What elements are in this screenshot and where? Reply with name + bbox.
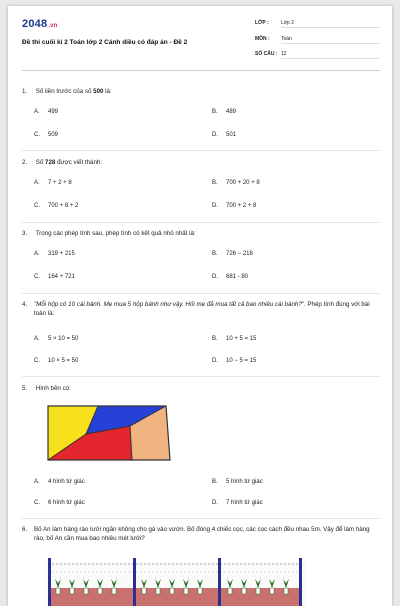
meta-label: SỐ CÂU : (255, 51, 278, 57)
option-d[interactable] (212, 203, 256, 209)
option-text: 726 − 218 (226, 251, 253, 257)
option-a[interactable] (34, 109, 58, 115)
meta-value: Lớp 2 (281, 20, 295, 26)
question-text: Bố An làm hàng rào lưới ngăn không cho gà vào vườn. Bố đóng 4 chiếc cọc, các cọc cách đều nhau 5m. Vậy để làm hàng rào, bố An cần mua bao nhiêu mét lưới? (34, 526, 370, 542)
option-a[interactable] (34, 336, 78, 342)
option-letter: C. (34, 132, 40, 138)
option-b[interactable] (212, 479, 263, 485)
option-text: 499 (48, 109, 59, 115)
divider (22, 518, 380, 519)
meta-class (255, 20, 379, 26)
option-text: 6 hình tứ giác (48, 500, 85, 506)
option-text: 10 × 5 = 50 (48, 358, 79, 364)
question-bold: 500 (93, 88, 104, 95)
option-text: 681 - 80 (226, 274, 249, 280)
option-b[interactable] (212, 251, 253, 257)
page-title: Đề thi cuối kì 2 Toán lớp 2 Cánh diều có đáp án - Đề 2 (22, 39, 188, 46)
question-number: 4. (22, 301, 28, 308)
meta-value: Toán (281, 36, 292, 42)
option-d[interactable] (212, 274, 248, 280)
option-text: 700 + 8 + 2 (48, 203, 79, 209)
option-a[interactable] (34, 251, 75, 257)
option-text: 319 + 215 (48, 251, 75, 257)
divider (22, 150, 380, 151)
option-letter: C. (34, 500, 40, 506)
fence-post (48, 558, 51, 606)
garden-fence-illustration (44, 558, 306, 606)
question-4 (22, 300, 382, 318)
question-text: Hình bên có: (35, 385, 71, 392)
question-text: . Phép tính đúng với bài toán là: (34, 301, 370, 317)
question-5 (22, 384, 71, 393)
option-letter: D. (212, 274, 218, 280)
option-letter: A. (34, 479, 40, 485)
option-c[interactable] (34, 203, 78, 209)
question-text: được viết thành: (55, 159, 103, 166)
option-letter: B. (212, 251, 218, 257)
option-c[interactable] (34, 132, 58, 138)
logo-text: 2048 (22, 18, 48, 30)
option-letter: D. (212, 203, 218, 209)
logo-suffix: .vn (48, 23, 58, 29)
fence-post (299, 558, 302, 606)
option-a[interactable] (34, 479, 85, 485)
option-text: 700 + 2 + 8 (226, 203, 257, 209)
option-c[interactable] (34, 358, 78, 364)
question-number: 1. (22, 88, 28, 95)
meta-label: MÔN : (255, 36, 270, 42)
question-text: Trong các phép tính sau, phép tính có kết quả nhỏ nhất là: (35, 230, 196, 237)
option-text: 5 hình tứ giác (226, 479, 263, 485)
question-6 (22, 525, 382, 543)
question-number: 3. (22, 230, 28, 237)
option-text: 7 + 2 + 8 (48, 180, 72, 186)
option-d[interactable] (212, 132, 236, 138)
option-letter: D. (212, 358, 218, 364)
option-b[interactable] (212, 109, 236, 115)
meta-count (255, 51, 379, 57)
fence-post (133, 558, 136, 606)
option-c[interactable] (34, 500, 85, 506)
header-divider (22, 70, 380, 71)
option-letter: C. (34, 203, 40, 209)
question-text: Số liền trước của số (35, 88, 94, 95)
option-text: 7 hình tứ giác (226, 500, 263, 506)
exam-sheet (8, 6, 392, 606)
option-text: 509 (48, 132, 59, 138)
option-letter: A. (34, 180, 40, 186)
option-letter: A. (34, 336, 40, 342)
option-text: 5 × 10 = 50 (48, 336, 79, 342)
question-bold: 728 (45, 159, 56, 166)
option-letter: B. (212, 479, 218, 485)
option-text: 501 (226, 132, 237, 138)
question-number: 2. (22, 159, 28, 166)
option-text: 10 + 5 = 15 (226, 336, 257, 342)
question-2 (22, 158, 102, 167)
option-b[interactable] (212, 336, 256, 342)
divider (22, 222, 380, 223)
option-text: 4 hình tứ giác (48, 479, 85, 485)
question-1 (22, 87, 112, 96)
divider (22, 293, 380, 294)
option-letter: A. (34, 109, 40, 115)
option-d[interactable] (212, 500, 263, 506)
quadrilateral-figure (46, 404, 172, 462)
site-logo[interactable] (22, 18, 58, 30)
meta-subject (255, 36, 379, 42)
option-letter: B. (212, 180, 218, 186)
question-3 (22, 229, 196, 238)
option-text: 10 − 5 = 15 (226, 358, 257, 364)
question-number: 6. (22, 526, 28, 533)
question-text: Số (35, 159, 46, 166)
question-number: 5. (22, 385, 28, 392)
question-text: là: (103, 88, 112, 95)
option-letter: D. (212, 500, 218, 506)
option-letter: C. (34, 274, 40, 280)
option-letter: B. (212, 336, 218, 342)
question-italic: "Mỗi hộp có 10 cái bánh. Mẹ mua 5 hộp bánh như vậy. Hỏi mẹ đã mua tất cả bao nhiêu cái bánh?" (34, 301, 304, 308)
option-text: 700 + 20 + 8 (226, 180, 260, 186)
option-text: 164 + 721 (48, 274, 75, 280)
option-b[interactable] (212, 180, 260, 186)
option-d[interactable] (212, 358, 256, 364)
option-a[interactable] (34, 180, 72, 186)
option-text: 489 (226, 109, 237, 115)
fence-post (218, 558, 221, 606)
option-letter: D. (212, 132, 218, 138)
meta-value: 12 (281, 51, 287, 57)
option-letter: B. (212, 109, 218, 115)
option-letter: C. (34, 358, 40, 364)
divider (22, 376, 380, 377)
option-letter: A. (34, 251, 40, 257)
option-c[interactable] (34, 274, 75, 280)
meta-label: LỚP : (255, 20, 269, 26)
